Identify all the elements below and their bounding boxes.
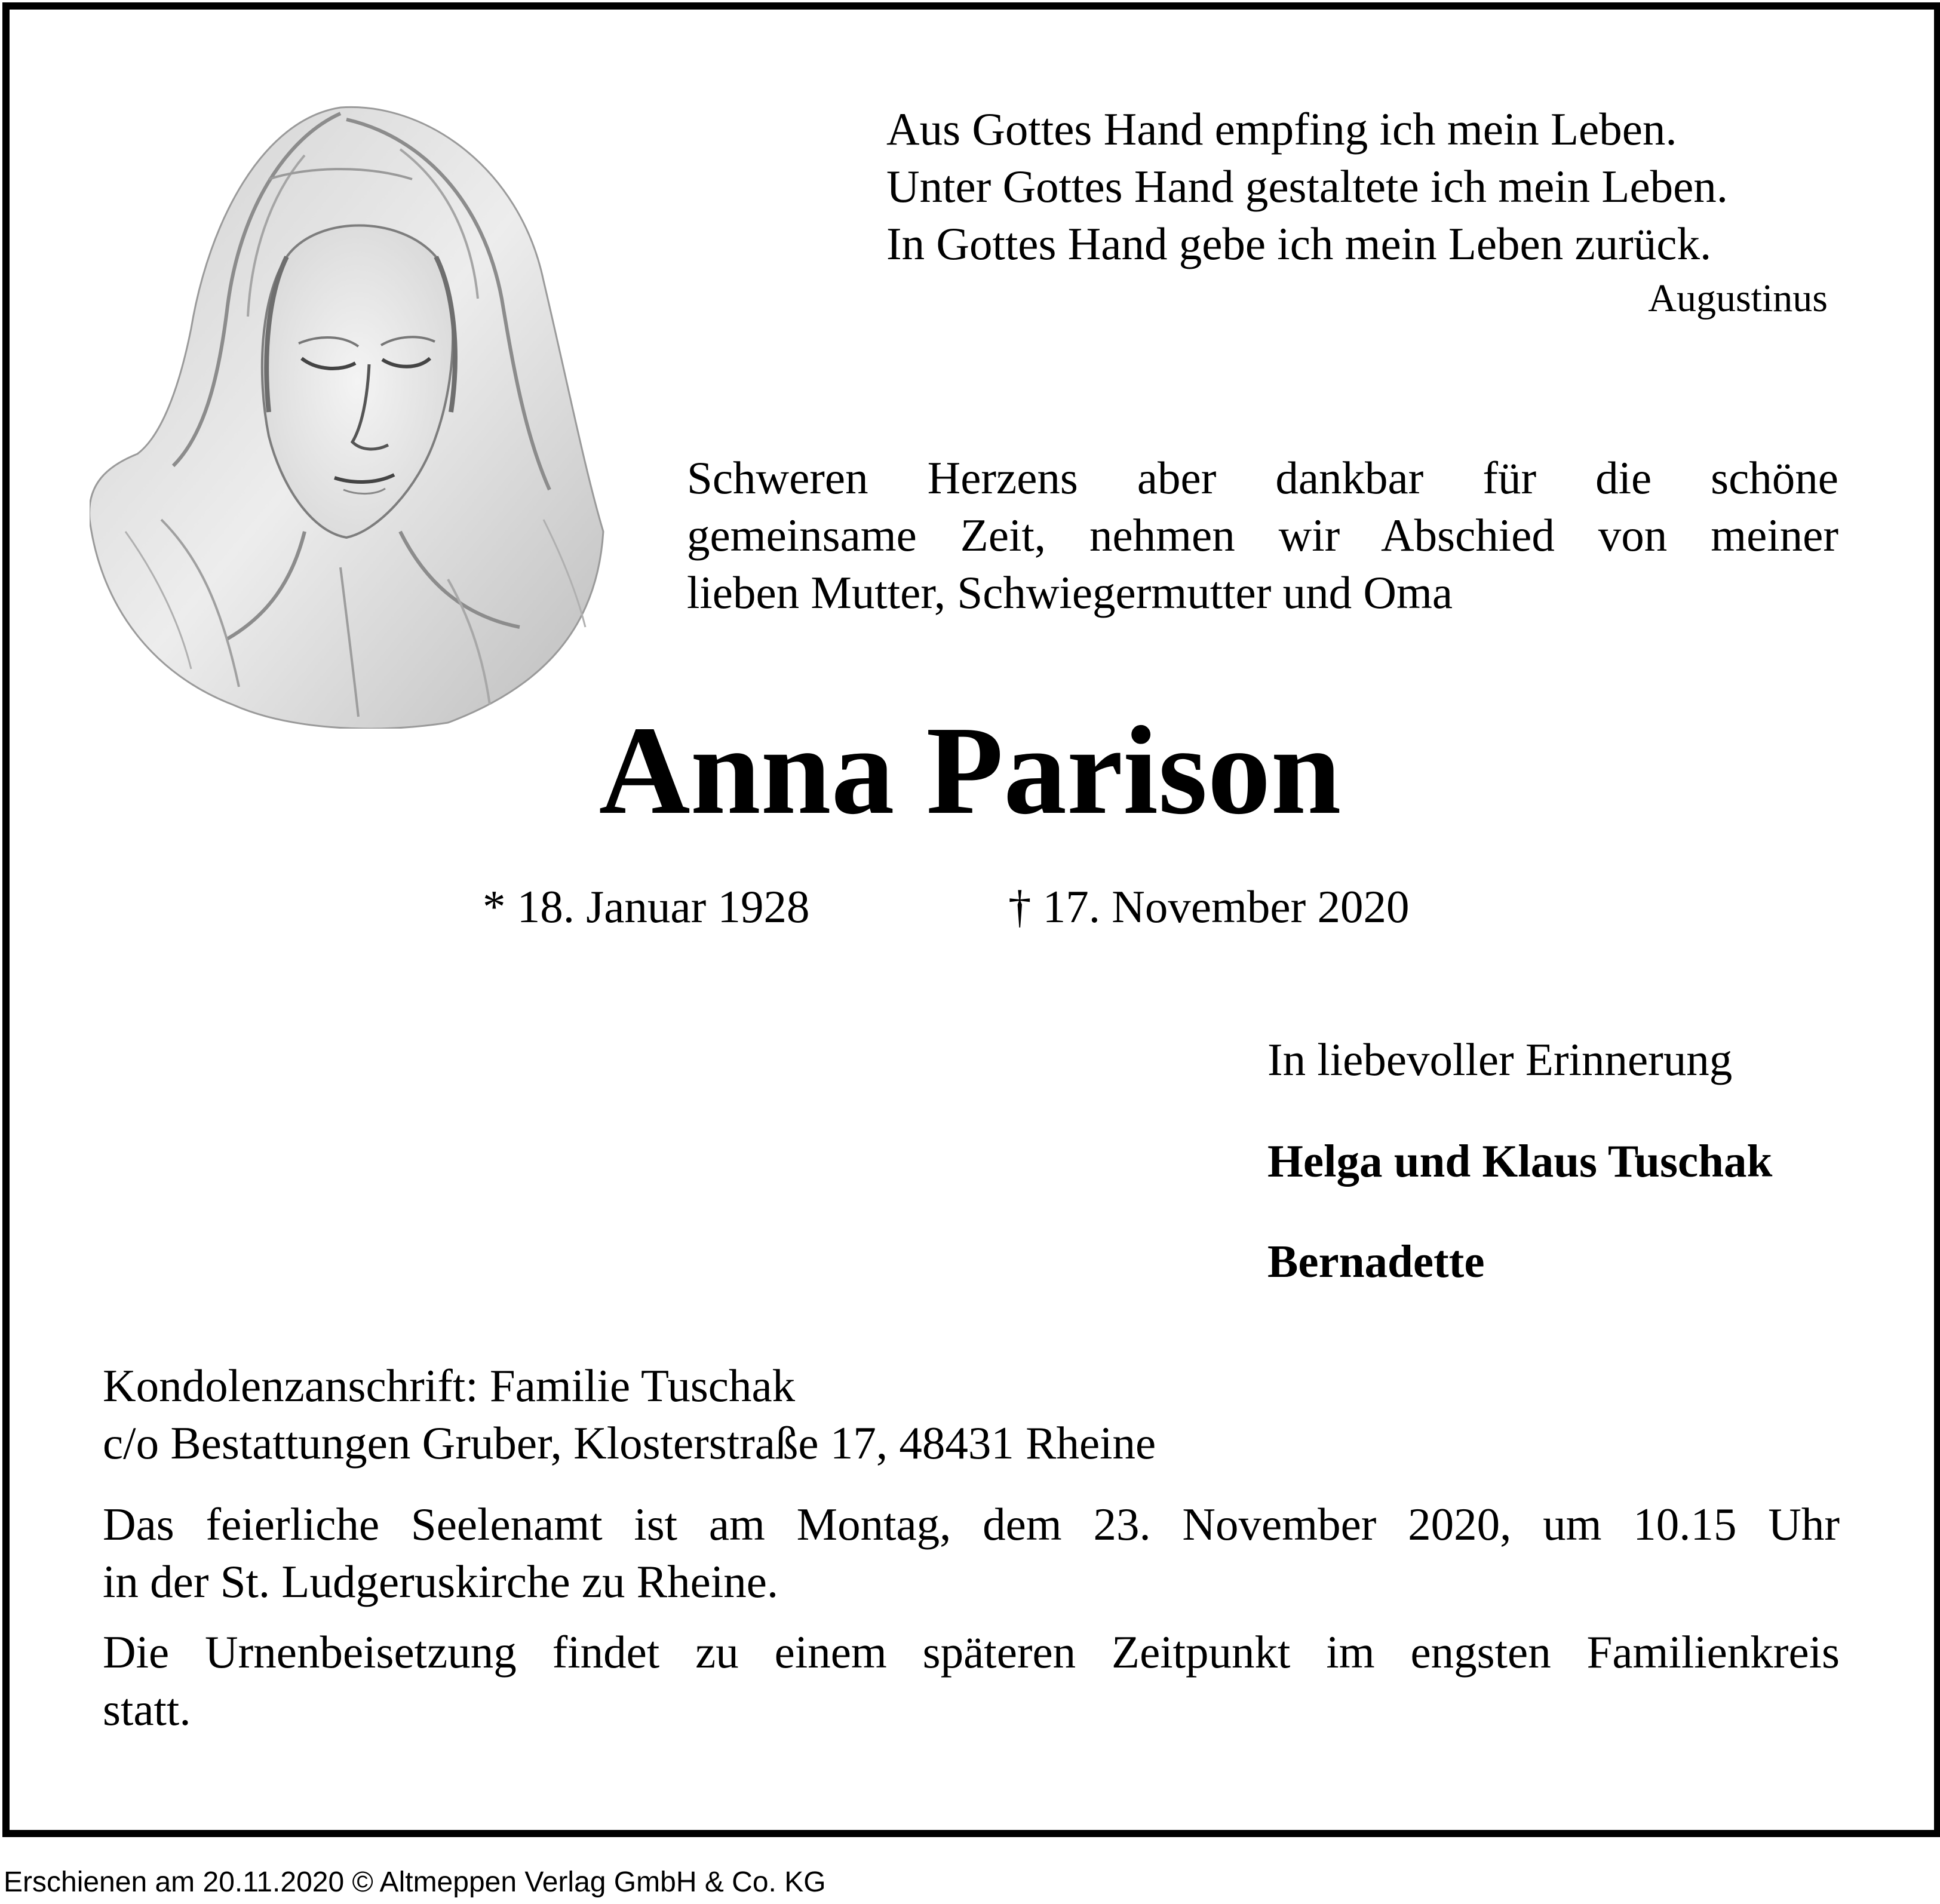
burial-info xyxy=(103,1623,1840,1738)
publication-credit: Erschienen am 20.11.2020 © Altmeppen Verlag GmbH & Co. KG xyxy=(4,1866,826,1898)
intro-text xyxy=(687,449,1838,621)
quote-line: Unter Gottes Hand gestaltete ich mein Leben. xyxy=(886,161,1729,212)
quote xyxy=(886,100,1728,272)
address-line: Kondolenzanschrift: Familie Tuschak xyxy=(103,1360,796,1411)
madonna-portrait-image xyxy=(90,102,609,729)
service-info xyxy=(103,1495,1840,1610)
death-date: † 17. November 2020 xyxy=(1008,881,1410,932)
mourner-name: Helga und Klaus Tuschak xyxy=(1267,1135,1773,1187)
intro-line: Schweren Herzens aber dankbar für die schöne xyxy=(687,452,1838,503)
intro-line: gemeinsame Zeit, nehmen wir Abschied von meiner xyxy=(687,509,1838,561)
service-line: in der St. Ludgeruskirche zu Rheine. xyxy=(103,1556,779,1607)
address-line: c/o Bestattungen Gruber, Klosterstraße 17, 48431 Rheine xyxy=(103,1417,1156,1469)
service-line: Das feierliche Seelenamt ist am Montag, dem 23. November 2020, um 10.15 Uhr xyxy=(103,1498,1840,1550)
quote-line: In Gottes Hand gebe ich mein Leben zurück. xyxy=(886,218,1712,269)
remembrance-heading: In liebevoller Erinnerung xyxy=(1267,1034,1733,1085)
quote-line: Aus Gottes Hand empfing ich mein Leben. xyxy=(886,103,1677,155)
burial-line: statt. xyxy=(103,1684,191,1735)
condolence-address xyxy=(103,1357,1840,1472)
deceased-name: Anna Parison xyxy=(598,700,1342,840)
birth-date: * 18. Januar 1928 xyxy=(483,881,810,932)
burial-line: Die Urnenbeisetzung findet zu einem späteren Zeitpunkt im engsten Familienkreis xyxy=(103,1626,1840,1678)
intro-line: lieben Mutter, Schwiegermutter und Oma xyxy=(687,567,1453,618)
mourner-name: Bernadette xyxy=(1267,1236,1485,1287)
quote-author: Augustinus xyxy=(1648,277,1828,320)
